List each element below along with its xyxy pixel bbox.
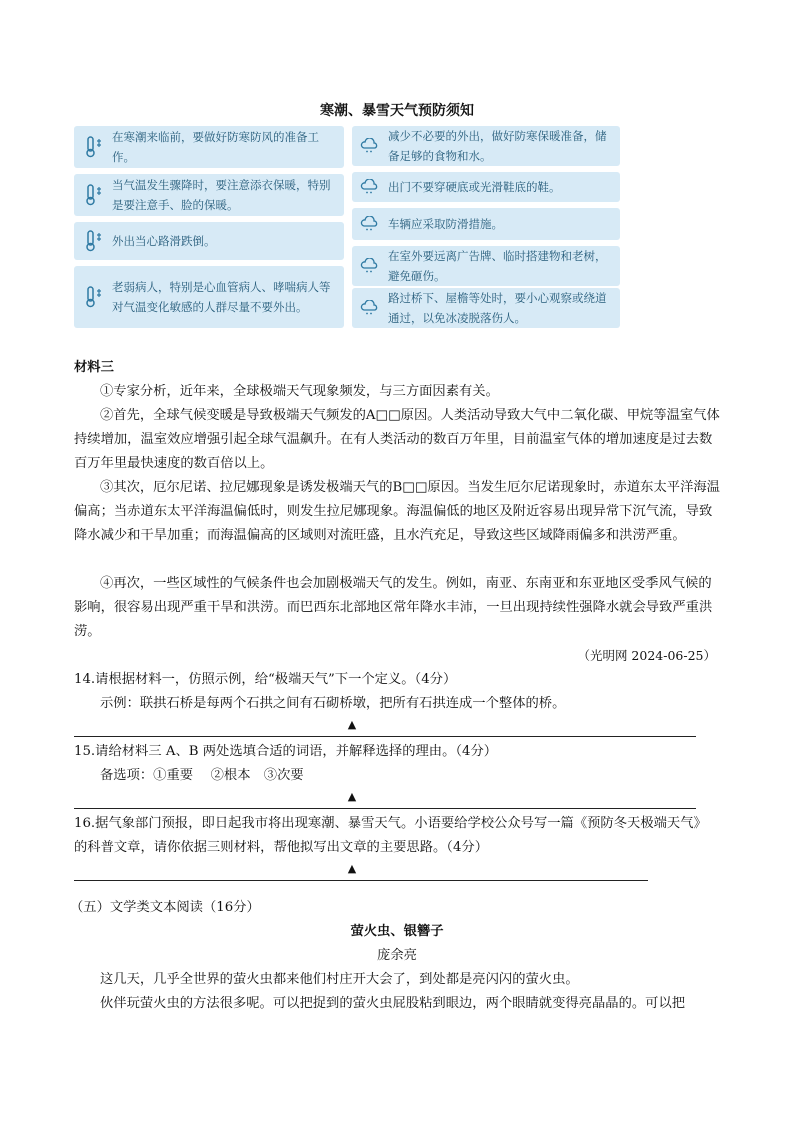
- tip-card: [352, 208, 620, 240]
- tip-card: [74, 174, 344, 216]
- question-15-options: 备选项：①重要 ②根本 ③次要: [100, 768, 304, 783]
- tip-text: 减少不必要的外出，做好防寒保暖准备，储备足够的食物和水。: [388, 129, 607, 163]
- answer-mark: ▲: [347, 790, 357, 803]
- paragraph-3: ③其次，厄尔尼诺、拉尼娜现象是诱发极端天气的B□□原因。当发生厄尔尼诺现象时，赤道东太平洋海温偏高；当赤道东太平洋海温偏低时，则发生拉尼娜现象。海温偏低的地区及附近容易出现异常下沉气流，导致降水减少和干旱加重；而海温偏高的区域则对流旺盛，且水汽充足，导致这些区域降雨偏多和洪涝严重。: [74, 480, 720, 543]
- answer-line[interactable]: [74, 736, 696, 737]
- tip-card: [74, 266, 344, 328]
- snow-cloud-icon: [358, 179, 382, 195]
- material3-heading: 材料三: [74, 360, 114, 375]
- story-author: 庞余亮: [377, 948, 417, 963]
- paragraph-1: ①专家分析，近年来，全球极端天气现象频发，与三方面因素有关。: [100, 384, 499, 399]
- thermometer-snow-icon: [80, 183, 106, 207]
- tip-card: [74, 222, 344, 260]
- tip-text: 车辆应采取防滑措施。: [388, 217, 503, 231]
- answer-mark: ▲: [347, 718, 357, 731]
- tip-text: 外出当心路滑跌倒。: [112, 234, 216, 248]
- answer-line[interactable]: [74, 880, 648, 881]
- thermometer-snow-icon: [80, 135, 106, 159]
- tip-card: [352, 172, 620, 202]
- tip-card: [352, 288, 620, 328]
- paragraph-4: ④再次，一些区域性的气候条件也会加剧极端天气的发生。例如，南亚、东南亚和东亚地区受季风气候的影响，很容易出现严重干旱和洪涝。而巴西东北部地区常年降水丰沛，一旦出现持续性强降水就会导致严重洪涝。: [74, 576, 713, 639]
- answer-line[interactable]: [74, 808, 696, 809]
- snow-cloud-icon: [358, 300, 382, 316]
- tip-text: 在寒潮来临前，要做好防寒防风的准备工作。: [112, 130, 319, 164]
- paragraph-2: ②首先，全球气候变暖是导致极端天气频发的A□□原因。人类活动导致大气中二氧化碳、甲烷等温室气体持续增加，温室效应增强引起全球气温飙升。在有人类活动的数百万年里，目前温室气体的增加速度是过去数百万年里最快速度的数百倍以上。: [74, 408, 720, 471]
- tip-text: 路过桥下、屋檐等处时，要小心观察或绕道通过，以免冰凌脱落伤人。: [388, 291, 607, 325]
- tip-text: 在室外要远离广告牌、临时搭建物和老树，避免砸伤。: [388, 249, 607, 283]
- question-14-example: 示例：联拱石桥是每两个石拱之间有石砌桥墩，把所有石拱连成一个整体的桥。: [100, 696, 566, 711]
- answer-mark: ▲: [347, 862, 357, 875]
- snow-cloud-icon: [358, 258, 382, 274]
- question-15: 15.请给材料三 A、B 两处选填合适的词语，并解释选择的理由。（4分）: [74, 744, 498, 759]
- thermometer-snow-icon: [80, 285, 106, 309]
- page-title: 寒潮、暴雪天气预防须知: [320, 103, 474, 119]
- tip-card: [352, 126, 620, 166]
- story-title: 萤火虫、银簪子: [350, 924, 444, 939]
- story-paragraph-1: 这几天，几乎全世界的萤火虫都来他们村庄开大会了，到处都是亮闪闪的萤火虫。: [100, 972, 579, 987]
- question-14: 14.请根据材料一，仿照示例，给“极端天气”下一个定义。（4分）: [74, 672, 457, 687]
- tip-text: 当气温发生骤降时，要注意添衣保暖，特别是要注意手、脸的保暖。: [112, 178, 331, 212]
- section-5-heading: （五）文学类文本阅读（16分）: [70, 900, 260, 915]
- tip-text: 老弱病人，特别是心血管病人、哮喘病人等对气温变化敏感的人群尽量不要外出。: [112, 280, 331, 314]
- thermometer-snow-icon: [80, 229, 106, 253]
- tip-text: 出门不要穿硬底或光滑鞋底的鞋。: [388, 180, 561, 194]
- question-16: 16.据气象部门预报，即日起我市将出现寒潮、暴雪天气。小语要给学校公众号写一篇《预防冬天极端天气》的科普文章，请你依据三则材料，帮他拟写出文章的主要思路。（4分）: [74, 816, 707, 855]
- snow-cloud-icon: [358, 138, 382, 154]
- tip-card: [74, 126, 344, 168]
- tip-card: [352, 246, 620, 286]
- source-citation: （光明网 2024-06-25）: [577, 648, 716, 663]
- snow-cloud-icon: [358, 216, 382, 232]
- story-paragraph-2: 伙伴玩萤火虫的方法很多呢。可以把捉到的萤火虫屁股粘到眼边，两个眼睛就变得亮晶晶的。可以把: [100, 996, 686, 1011]
